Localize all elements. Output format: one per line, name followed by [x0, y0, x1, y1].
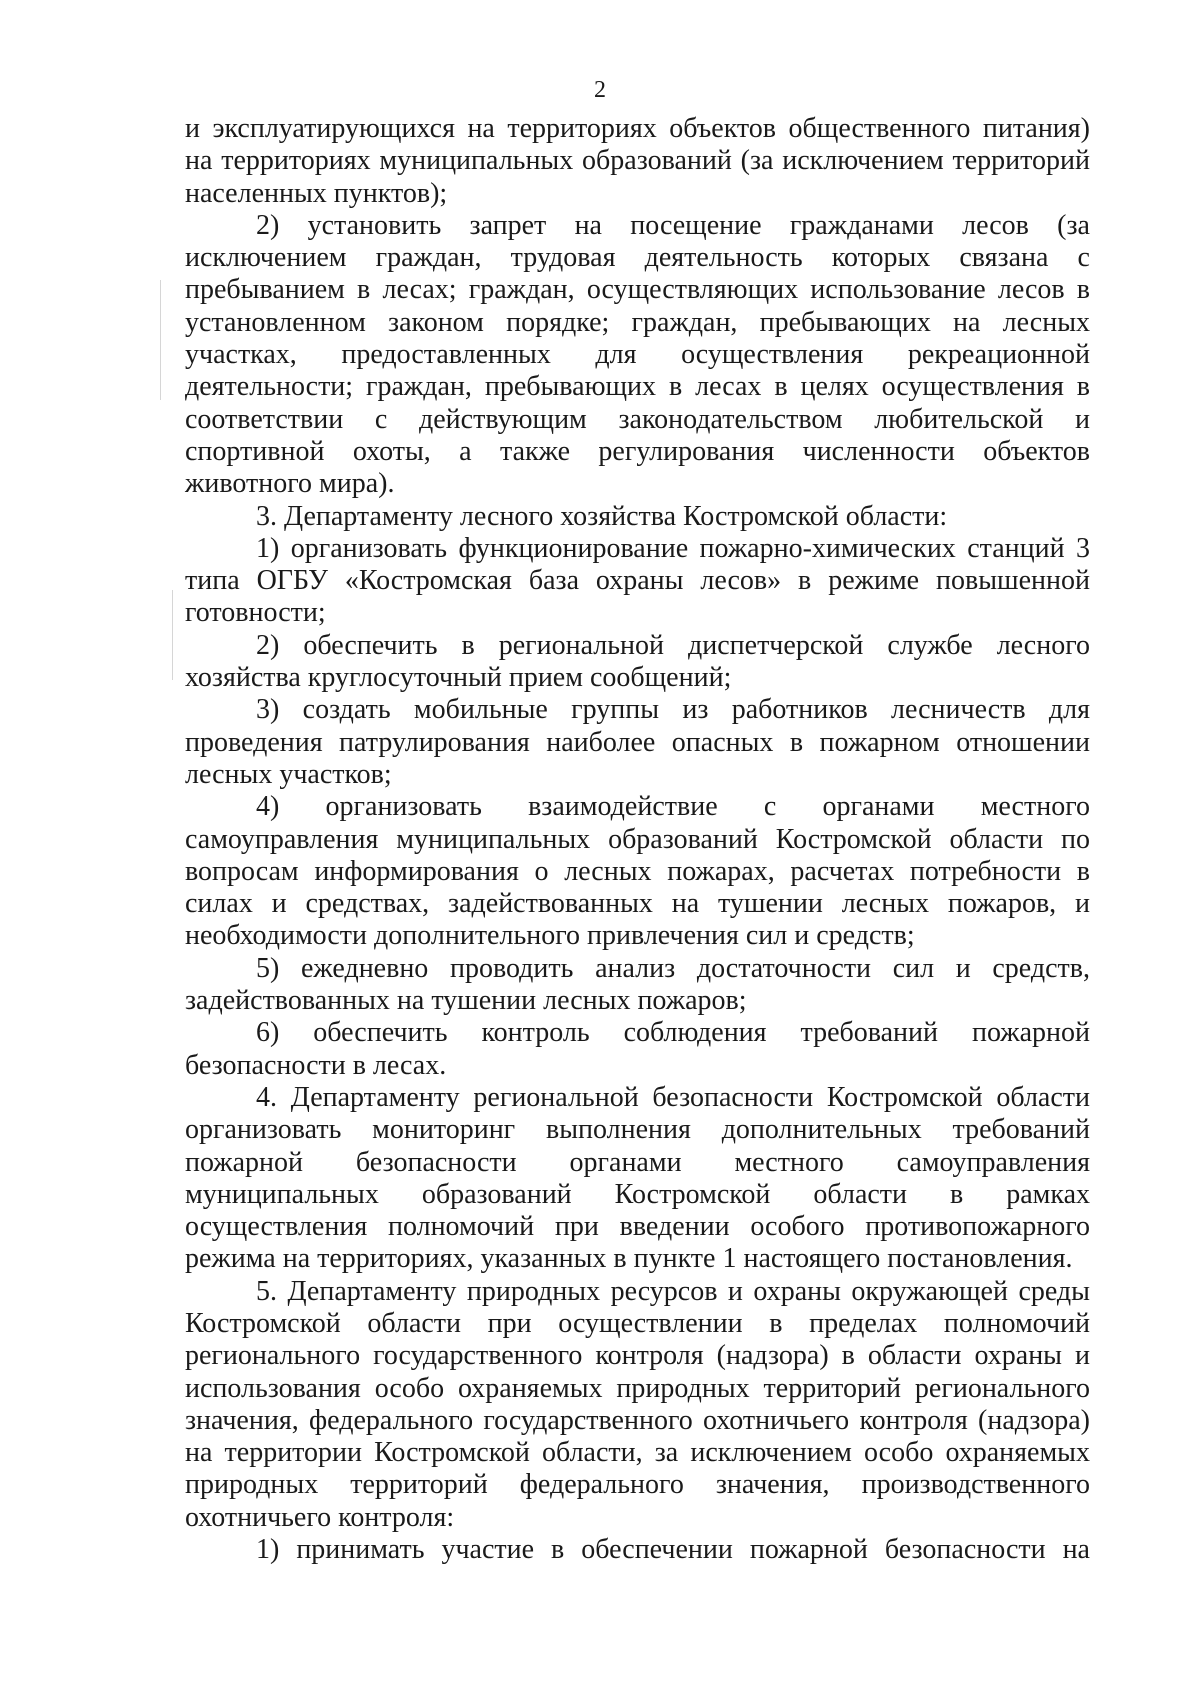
scan-artifact [172, 590, 173, 680]
paragraph-section-4: 4. Департаменту региональной безопасности Костромской области организовать мониторинг выполнения дополнительных требований пожарной безопасности органами местного самоуправления муниципальных образований Костромской области в рамках осуществления полномочий при введении особого противопожарного режима на территориях, указанных в пункте 1 настоящего постановления. [185, 1081, 1090, 1275]
paragraph-item-3-5: 5) ежедневно проводить анализ достаточности сил и средств, задействованных на тушении лесных пожаров; [185, 952, 1090, 1017]
paragraph-section-3-heading: 3. Департаменту лесного хозяйства Костромской области: [256, 500, 948, 532]
paragraph-item-3-2: 2) обеспечить в региональной диспетчерской службе лесного хозяйства круглосуточный прием сообщений; [185, 629, 1090, 694]
paragraph-item-3-4: 4) организовать взаимодействие с органами местного самоуправления муниципальных образований Костромской области по вопросам информирования о лесных пожарах, расчетах потребности в силах и средствах, задействованных на тушении лесных пожаров, и необходимости дополнительного привлечения сил и средств; [185, 791, 1090, 952]
paragraph-section-5: 5. Департаменту природных ресурсов и охраны окружающей среды Костромской области при осуществлении в пределах полномочий регионального государственного контроля (надзора) в области охраны и использования особо охраняемых природных территорий регионального значения, федерального государственного охотничьего контроля (надзора) на территории Костромской области, за исключением особо охраняемых природных территорий федерального значения, производственного охотничьего контроля: [185, 1275, 1090, 1533]
paragraph-item-3-1: 1) организовать функционирование пожарно-химических станций 3 типа ОГБУ «Костромская база охраны лесов» в режиме повышенной готовности; [185, 532, 1090, 629]
paragraph-item-5-1: 1) принимать участие в обеспечении пожарной безопасности на [256, 1534, 1090, 1566]
paragraph-item-3-6: 6) обеспечить контроль соблюдения требований пожарной безопасности в лесах. [185, 1017, 1090, 1081]
paragraph-item-3-3: 3) создать мобильные группы из работников лесничеств для проведения патрулирования наиболее опасных в пожарном отношении лесных участков; [185, 694, 1090, 790]
paragraph-item-2-ban-forest-visits: 2) установить запрет на посещение гражданами лесов (за исключением граждан, трудовая деятельность которых связана с пребыванием в лесах; граждан, осуществляющих использование лесов в установленном законом порядке; граждан, пребывающих на лесных участках, предоставленных для осуществления рекреационной деятельности; граждан, пребывающих в лесах в целях осуществления в соответствии с действующим законодательством любительской и спортивной охоты, а также регулирования численности объектов животного мира). [185, 209, 1090, 500]
paragraph-continuation: и эксплуатирующихся на территориях объектов общественного питания) на территориях муниципальных образований (за исключением территорий населенных пунктов); [185, 113, 1090, 209]
document-body [185, 113, 1090, 1566]
scan-artifact [160, 280, 161, 400]
page-number: 2 [594, 77, 606, 103]
